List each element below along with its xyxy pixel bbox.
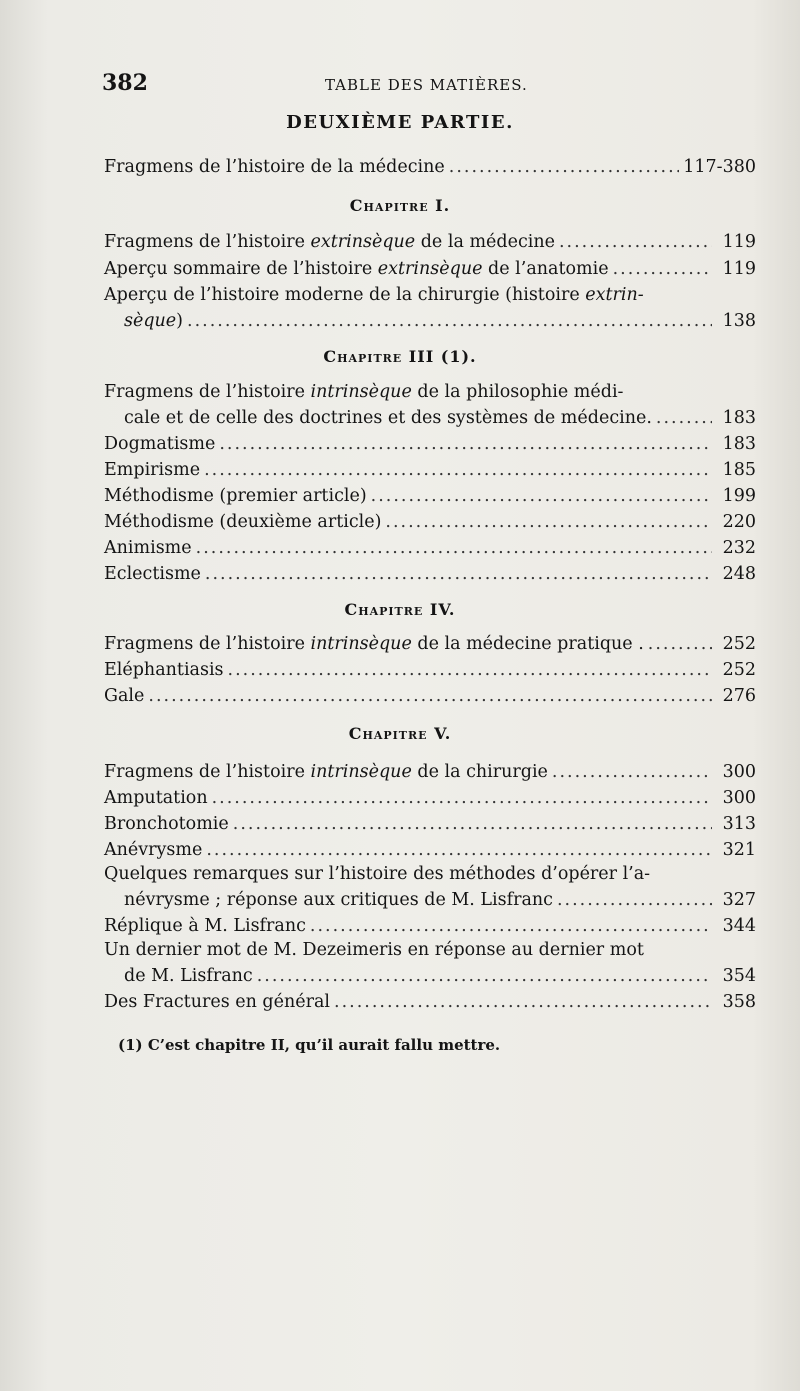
leader-dots (371, 486, 712, 506)
leader-dots (233, 814, 712, 834)
toc-entry-gale: Gale ..... 276 (104, 686, 756, 710)
leader-dots (552, 762, 712, 782)
toc-entry-dogmatisme: Dogmatisme ..... 183 (104, 434, 756, 458)
toc-entry-empirisme: Empirisme ..... 185 (104, 460, 756, 484)
leader-dots (228, 660, 712, 680)
leader-dots (559, 232, 712, 252)
leader-dots (206, 840, 712, 860)
chapter-5-title: Chapitre V. (348, 724, 452, 743)
running-title: TABLE DES MATIÈRES. (325, 76, 528, 94)
leader-dots (219, 434, 712, 454)
part-title: DEUXIÈME PARTIE. (286, 112, 514, 133)
leader-dots (212, 788, 712, 808)
leader-dots (449, 157, 680, 177)
leader-dots (205, 564, 712, 584)
toc-entry-replique: Réplique à M. Lisfranc ..... 344 (104, 916, 756, 940)
toc-entry-ch5-1: Fragmens de l’histoire intrinsèque de la chirurgie ..... 300 (104, 762, 756, 786)
toc-entry-elephantiasis: Eléphantiasis ..... 252 (104, 660, 756, 684)
leader-dots (656, 408, 712, 428)
toc-entry-dernier-line1: Un dernier mot de M. Dezeimeris en réponse au dernier mot (104, 940, 644, 960)
toc-entry-bronchotomie: Bronchotomie ..... 313 (104, 814, 756, 838)
toc-entry-methodisme-2: Méthodisme (deuxième article) ..... 220 (104, 512, 756, 536)
leader-dots (648, 634, 712, 654)
toc-entry-remarques-line2: névrysme ; réponse aux critiques de M. Lisfranc ..... 327 (124, 890, 756, 914)
toc-entry-ch1-2: Aperçu sommaire de l’histoire extrinsèque de l’anatomie ..... 119 (104, 259, 756, 283)
leader-dots (613, 259, 712, 279)
toc-entry-fragmens-histoire: Fragmens de l’histoire de la médecine ..... 117-380 (104, 157, 756, 181)
leader-dots (385, 512, 712, 532)
chapter-4-title: Chapitre IV. (344, 600, 456, 619)
leader-dots (257, 966, 712, 986)
leader-dots (196, 538, 712, 558)
toc-entry-methodisme-1: Méthodisme (premier article) ..... 199 (104, 486, 756, 510)
toc-entry-anevrysme: Anévrysme ..... 321 (104, 840, 756, 864)
toc-entry-ch1-1: Fragmens de l’histoire extrinsèque de la médecine ..... 119 (104, 232, 756, 256)
leader-dots (204, 460, 712, 480)
leader-dots (557, 890, 712, 910)
chapter-3-title: Chapitre III (1). (323, 347, 477, 366)
toc-entry-ch4-1: Fragmens de l’histoire intrinsèque de la médecine pratique . ..... 252 (104, 634, 756, 658)
toc-entry-amputation: Amputation ..... 300 (104, 788, 756, 812)
page-header (100, 70, 750, 100)
page-number: 382 (102, 70, 148, 96)
toc-entry-ch1-3-line2: sèque) ..... 138 (124, 311, 756, 335)
leader-dots (310, 916, 712, 936)
chapter-1-title: Chapitre I. (349, 196, 451, 215)
leader-dots (148, 686, 712, 706)
footnote: (1) C’est chapitre II, qu’il aurait fallu mettre. (118, 1036, 501, 1054)
toc-entry-fractures: Des Fractures en général ..... 358 (104, 992, 756, 1016)
leader-dots (187, 311, 712, 331)
toc-entry-remarques-line1: Quelques remarques sur l’histoire des méthodes d’opérer l’a- (104, 864, 651, 884)
toc-entry-ch3-1-line1: Fragmens de l’histoire intrinsèque de la philosophie médi- (104, 382, 624, 402)
toc-entry-ch3-1-line2: cale et de celle des doctrines et des systèmes de médecine. ..... 183 (124, 408, 756, 432)
toc-entry-ch1-3-line1: Aperçu de l’histoire moderne de la chirurgie (histoire extrin- (104, 285, 644, 305)
toc-entry-dernier-line2: de M. Lisfranc ..... 354 (124, 966, 756, 990)
toc-entry-eclectisme: Eclectisme ..... 248 (104, 564, 756, 588)
toc-entry-animisme: Animisme ..... 232 (104, 538, 756, 562)
leader-dots (334, 992, 712, 1012)
